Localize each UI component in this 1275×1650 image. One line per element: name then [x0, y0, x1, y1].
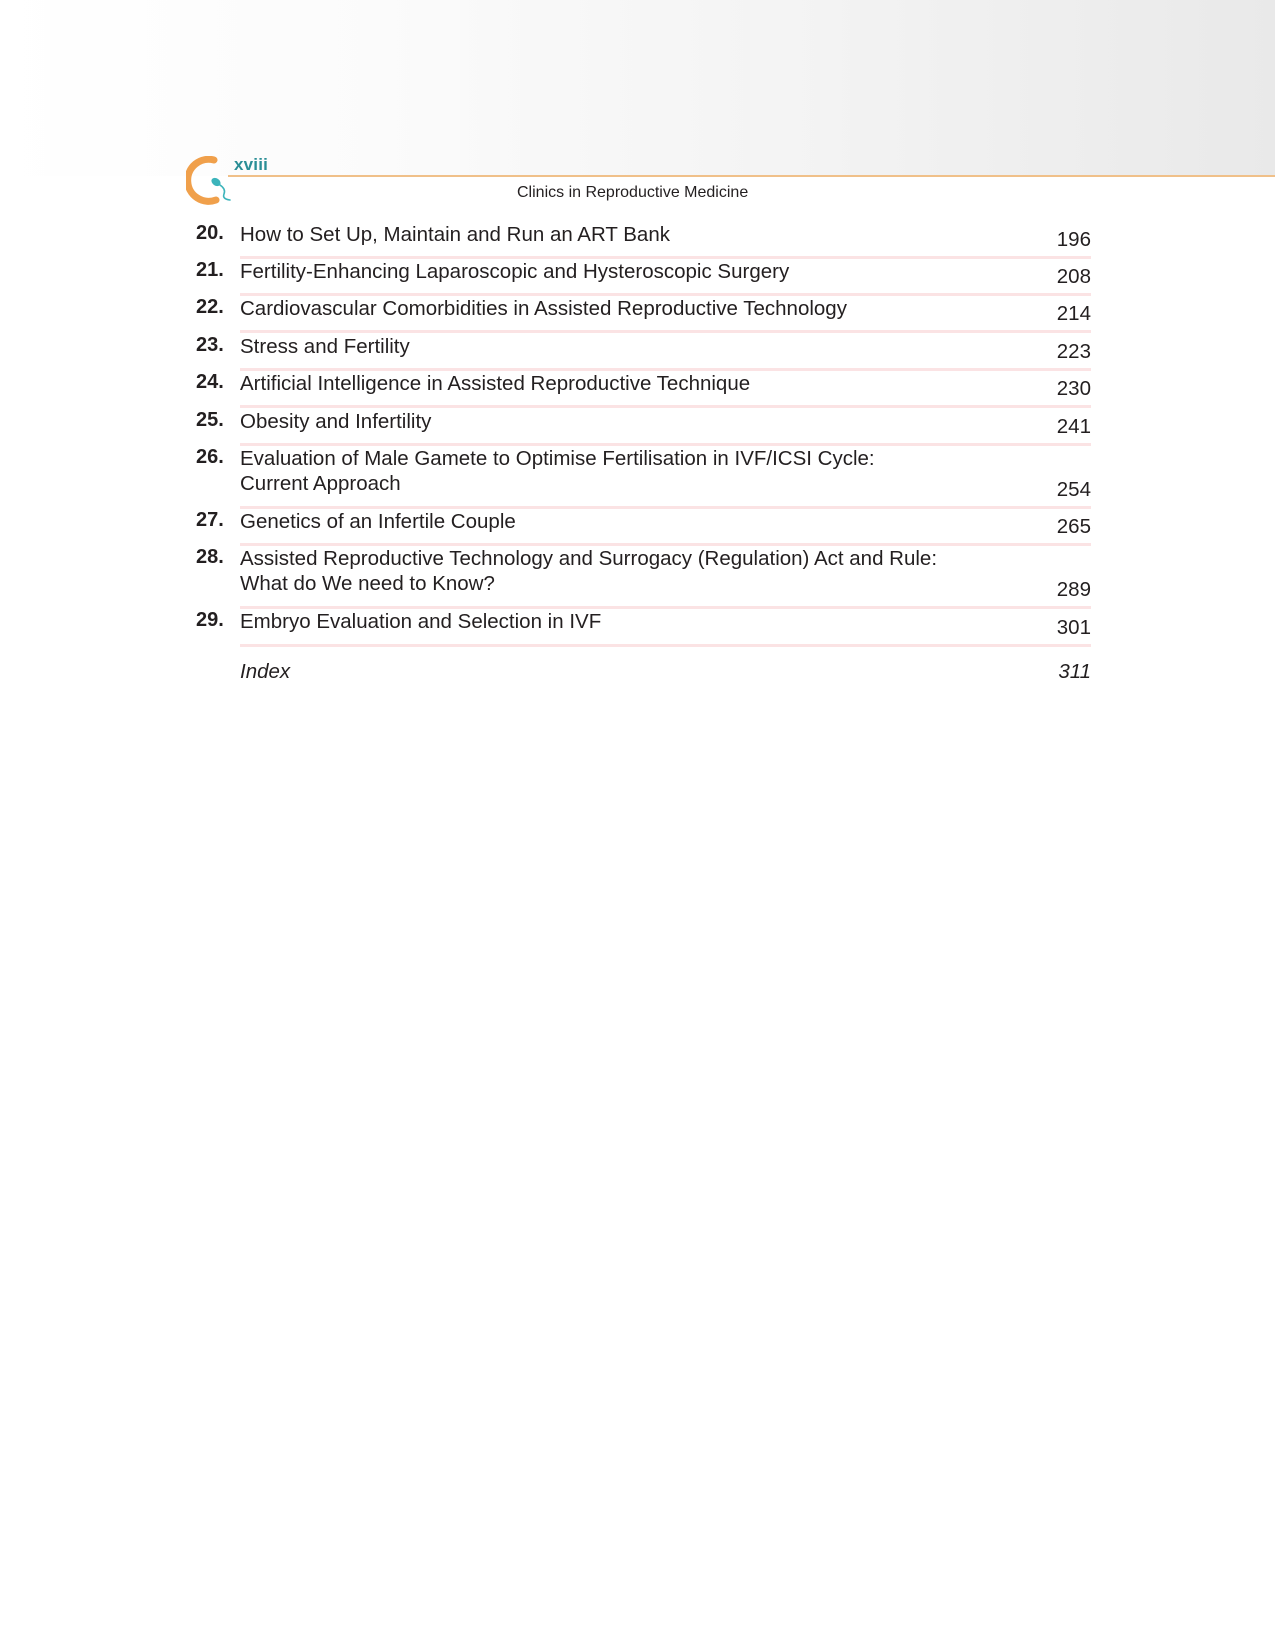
chapter-number: 20.	[196, 222, 224, 244]
toc-entry-23[interactable]	[196, 334, 1091, 371]
chapter-page: 301	[1056, 616, 1091, 639]
page-number: xviii	[234, 155, 269, 174]
toc-entry-26[interactable]	[196, 446, 1091, 509]
chapter-page: 196	[1056, 228, 1091, 251]
index-title: Index	[240, 660, 291, 683]
toc-entry-28[interactable]	[196, 546, 1091, 609]
chapter-page: 230	[1056, 377, 1091, 400]
chapter-number: 25.	[196, 409, 224, 431]
chapter-number: 26.	[196, 446, 224, 468]
toc-entry-20[interactable]	[196, 222, 1091, 259]
chapter-title: How to Set Up, Maintain and Run an ART Bank	[240, 223, 670, 246]
index-page: 311	[1058, 660, 1091, 683]
chapter-page: 289	[1056, 578, 1091, 601]
chapter-number: 21.	[196, 259, 224, 281]
entry-rule	[240, 330, 1091, 333]
chapter-number: 24.	[196, 371, 224, 393]
chapter-title: Evaluation of Male Gamete to Optimise Fertilisation in IVF/ICSI Cycle: Current Approach	[240, 447, 875, 495]
chapter-title: Artificial Intelligence in Assisted Reproductive Technique	[240, 372, 751, 395]
toc-entry-index[interactable]	[196, 660, 1091, 690]
toc-entry-25[interactable]	[196, 409, 1091, 446]
chapter-number: 22.	[196, 296, 224, 318]
chapter-title: Genetics of an Infertile Couple	[240, 510, 516, 533]
chapter-number: 23.	[196, 334, 224, 356]
toc-entry-21[interactable]	[196, 259, 1091, 296]
toc-entry-29[interactable]	[196, 609, 1091, 647]
chapter-title: Fertility-Enhancing Laparoscopic and Hysteroscopic Surgery	[240, 260, 790, 283]
chapter-number: 27.	[196, 509, 224, 531]
chapter-page: 208	[1056, 265, 1091, 288]
entry-rule	[240, 405, 1091, 408]
chapter-title: Cardiovascular Comorbidities in Assisted Reproductive Technology	[240, 297, 847, 320]
chapter-number: 29.	[196, 609, 224, 631]
chapter-title: Stress and Fertility	[240, 335, 410, 358]
chapter-title: Embryo Evaluation and Selection in IVF	[240, 610, 602, 633]
chapter-title: Obesity and Infertility	[240, 410, 432, 433]
chapter-page: 254	[1056, 478, 1091, 501]
chapter-page: 214	[1056, 302, 1091, 325]
chapter-page: 265	[1056, 515, 1091, 538]
toc-entry-22[interactable]	[196, 296, 1091, 333]
toc-entry-27[interactable]	[196, 509, 1091, 546]
entry-rule	[240, 644, 1091, 647]
chapter-number: 28.	[196, 546, 224, 568]
chapter-title: Assisted Reproductive Technology and Surrogacy (Regulation) Act and Rule: What do We need to Know?	[240, 547, 938, 595]
toc-entry-24[interactable]	[196, 371, 1091, 408]
chapter-page: 223	[1056, 340, 1091, 363]
running-title: Clinics in Reproductive Medicine	[517, 184, 749, 201]
chapter-page: 241	[1056, 415, 1091, 438]
